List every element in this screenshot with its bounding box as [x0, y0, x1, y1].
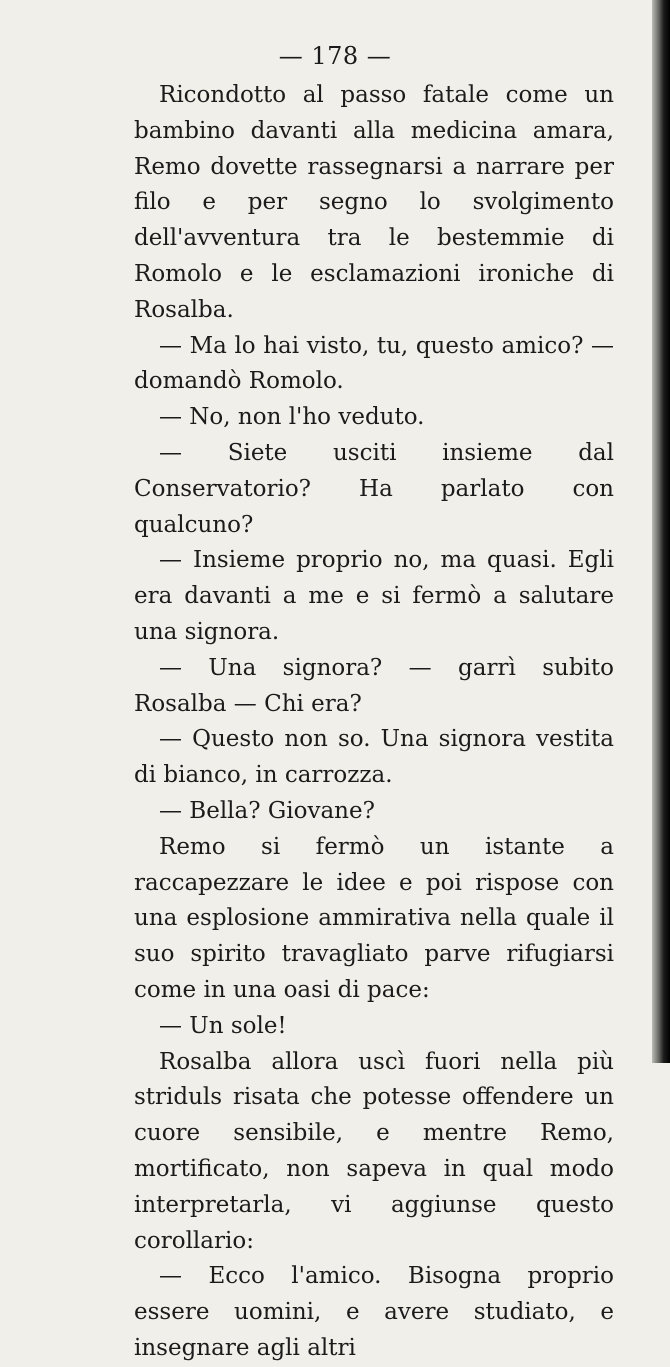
dialogue-line: — Ecco l'amico. Bisogna proprio essere uomini, e avere studiato, e insegnare agli altri [134, 1263, 614, 1361]
dialogue-line: — Insieme proprio no, ma quasi. Egli era davanti a me e si fermò a salutare una signora. [134, 547, 614, 645]
dialogue-line: — Siete usciti insieme dal Conservatorio? Ha parlato con qualcuno? [134, 439, 614, 538]
dialogue-line: — Ma lo hai visto, tu, questo amico? — domandò Romolo. [134, 332, 614, 395]
paragraph: Ricondotto al passo fatale come un bambino davanti alla medicina amara, Remo dovette rassegnarsi a narrare per filo e per segno lo svolgimento dell'avventura tra le bestemmie di Romolo e le esclamazioni ironiche di Rosalba. [134, 82, 614, 323]
page-number: — 178 — [278, 42, 392, 70]
dialogue-line: — Questo non so. Una signora vestita di bianco, in carrozza. [134, 726, 614, 789]
dialogue-line: — Un sole! [159, 1012, 287, 1039]
dialogue-line: — Bella? Giovane? [159, 797, 375, 824]
page-edge-shadow [652, 0, 670, 1063]
body-text [134, 78, 614, 1367]
dialogue-line: — Una signora? — garrì subito Rosalba — Chi era? [134, 654, 614, 717]
paragraph: Remo si fermò un istante a raccapezzare le idee e poi rispose con una esplosione ammirativa nella quale il suo spirito travagliato parve rifugiarsi come in una oasi di pace: [134, 833, 614, 1003]
paragraph: Rosalba allora uscì fuori nella più striduls risata che potesse offendere un cuore sensibile, e mentre Remo, mortificato, non sapeva in qual modo interpretarla, vi aggiunse questo corollario: [134, 1048, 614, 1254]
dialogue-line: — No, non l'ho veduto. [159, 404, 425, 431]
